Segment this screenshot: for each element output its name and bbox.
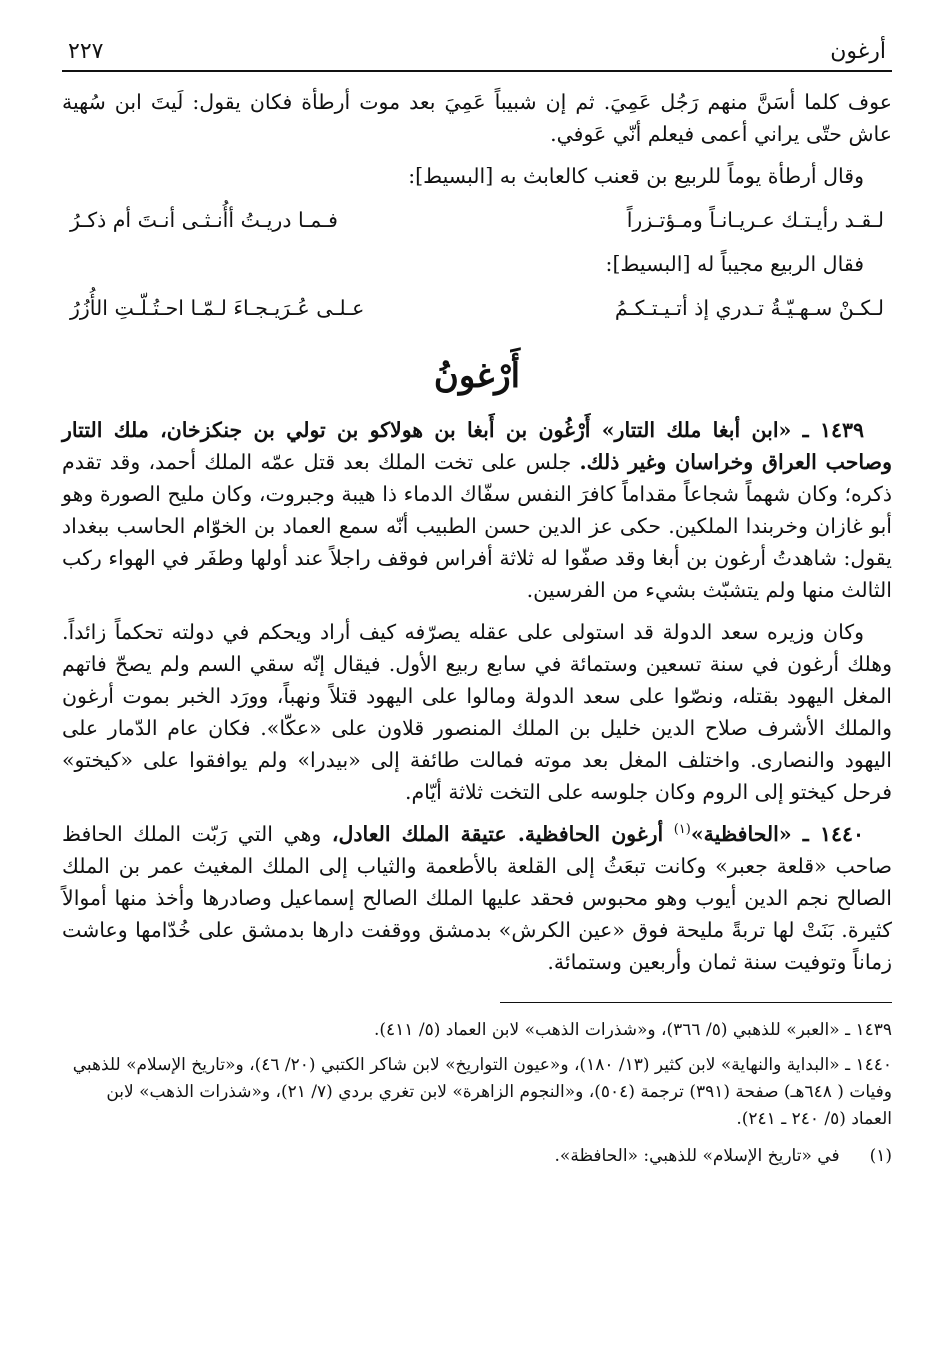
footnote-divider [500, 1002, 892, 1003]
verse-2-first-hemistich: لـكـنْ سـهـيّـةُ تـدري إذ أتـيـتـكـمُ [614, 296, 884, 320]
intro-paragraph: عوف كلما أسَنَّ منهم رَجُل عَمِيَ. ثم إن شبيباً عَمِيَ بعد موت أرطأة فكان يقول: لَيتَ ابن سُهية عاش حتّى يراني أعمى فيعلم أنّي عَوفي. [62, 90, 892, 146]
entry-1440-heading-a: ١٤٤٠ ـ «الحافظية» [690, 822, 864, 846]
main-text [62, 86, 892, 978]
verse-intro-1: وقال أرطأة يوماً للربيع بن قعنب كالعابث به [البسيط]: [408, 164, 864, 188]
verse-2-second-hemistich: عـلـى عُـرَيـجـاءَ لـمّـا احـتُـلّـتِ الأُزُرُ [70, 296, 365, 320]
footnote-1 [62, 1143, 892, 1170]
entry-1439-paragraph-2: وكان وزيره سعد الدولة قد استولى على عقله يصرّفه كيف أراد ويحكم في دولته تحكماً زائداً. وهلك أرغون في سنة تسعين وستمائة في سابع ربيع الأول. فيقال إنّه سقي السم ولم يصحّ فاتهم المغل اليهود بقتله، ونصّوا على سعد الدولة ومالوا على اليهود قتلاً ونهباً، وورَد الخبر بموت أرغون والملك الأشرف صلاح الدين خليل بن الملك المنصور قلاون على «عكّا». فكان عام الدّمار على اليهود والنصارى. واختلف المغل بعد موته فمالت طائفة إلى «بيدرا» ولم يوافقوا على «كيختو» فرحل كيختو إلى الروم وكان جلوسه على التخت ثلاثة أيّام. [62, 620, 892, 804]
page-number: ٢٢٧ [68, 39, 104, 64]
page-header [62, 28, 892, 72]
footnote-marker[interactable]: (١) [673, 822, 691, 838]
running-title: أرغون [830, 39, 886, 64]
entry-1439-heading: ١٤٣٩ ـ «ابن أبغا ملك التتار» أَرْغُون بن أَبغا بن هولاكو بن تولي بن جنكزخان، ملك التتار وصاحب العراق وخراسان وغير ذلك. [62, 418, 892, 474]
verse-1-first-hemistich: لـقـد رأيـتـك عـريـانـاً ومـؤتـزراً [626, 208, 884, 232]
source-note-1440: ١٤٤٠ ـ «البداية والنهاية» لابن كثير (١٣/ ١٨٠)، و«عيون التواريخ» لابن شاكر الكتبي (٢٠/ ٤٦)، و«تاريخ الإسلام» للذهبي وفيات ( ٦٤٨هـ) صفحة (٣٩١) ترجمة (٥٠٤)، و«النجوم الزاهرة» لابن تغري بردي (٧/ ٢١)، و«شذرات الذهب» لابن العماد (٥/ ٢٤٠ ـ ٢٤١). [72, 1055, 892, 1129]
footnote-text: في «تاريخ الإسلام» للذهبي: «الحافظة». [554, 1146, 840, 1166]
source-note-1439: ١٤٣٩ ـ «العبر» للذهبي (٥/ ٣٦٦)، و«شذرات الذهب» لابن العماد (٥/ ٤١١). [373, 1020, 892, 1040]
entry-1440-heading-b: أرغون الحافظية. عتيقة الملك العادل، [331, 822, 664, 846]
footnote-number: (١) [869, 1146, 892, 1166]
verse-1-second-hemistich: فـمـا دريـتُ أأُنـثـى أنـتَ أم ذكـرُ [70, 208, 338, 232]
entry-1440-body: وهي التي رَبّت الملك الحافظ صاحب «قلعة جعبر» وكانت تبعَثُ إلى القلعة بالأطعمة والثياب إلى الملك المغيث عمر بن الملك الصالح نجم الدين أيوب وهو محبوس فحقد عليها الملك الصالح إسماعيل وصادرها وأخذ منها أموالاً كثيرة. بَنَتْ لها تربةً مليحة فوق «عين الكرش» بدمشق ووقفت دارها بدمشق على خُدّامها وعاشت زماناً وتوفيت سنة ثمان وأربعين وستمائة. [62, 822, 892, 974]
section-title: أَرْغونُ [433, 356, 521, 396]
verse-intro-2: فقال الربيع مجيباً له [البسيط]: [605, 252, 864, 276]
verse-1 [62, 204, 892, 236]
entry-1439 [62, 414, 892, 606]
book-page [62, 28, 892, 1347]
entry-1440 [62, 818, 892, 978]
entry-1439-body: جلس على تخت الملك بعد قتل عمّه الملك أحمد، وقد تقدم ذكره؛ وكان شهماً شجاعاً مقداماً كافرَ النفس سفّاك الدماء ذا هيبة وجبروت، وكان مليح الصورة وهو أبو غازان وخربندا الملكين. حكى عز الدين حسن الطبيب أنّه سمع العماد بن الخوّام الحاسب ببغداد يقول: شاهدتُ أرغون بن أبغا وقد صفّوا له ثلاثة أفراس فوقف راجلاً عند أولها وطفَر في الهواء ركب الثالث منها ولم يتشبّث بشيء من الفرسين. [62, 450, 892, 602]
verse-2 [62, 292, 892, 324]
footnotes [62, 1017, 892, 1170]
